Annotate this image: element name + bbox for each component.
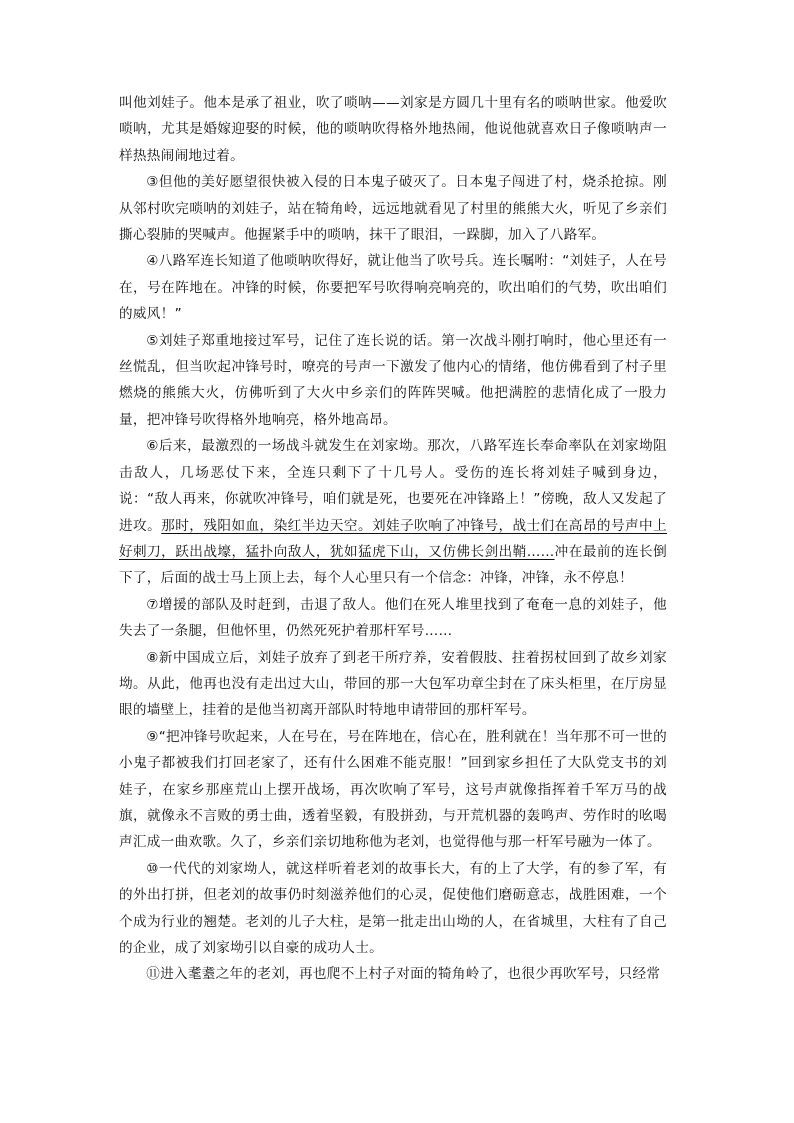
paragraph-5: ⑤刘娃子郑重地接过军号，记住了连长说的话。第一次战斗刚打响时，他心里还有一丝慌乱，但当吹起冲锋号时，嘹亮的号声一下激发了他内心的情绪，他仿佛看到了村子里燃烧的熊熊大火，仿佛听到了大火中乡亲们的阵阵哭喊。他把满腔的悲情化成了一股力量，把冲锋号吹得格外地响亮，格外地高昂。 — [119, 332, 667, 428]
paragraph-4: ④八路军连长知道了他唢呐吹得好，就让他当了吹号兵。连长嘱咐：“刘娃子，人在号在，号在阵地在。冲锋的时候，你要把军号吹得响亮响亮的，吹出咱们的气势，吹出咱们的威风！” — [119, 253, 667, 323]
paragraph-intro: 叫他刘娃子。他本是承了祖业，吹了唢呐——刘家是方圆几十里有名的唢呐世家。他爱吹唢呐，尤其是婚嫁迎娶的时候，他的唢呐吹得格外地热闹，他说他就喜欢日子像唢呐声一样热热闹闹地过着。 — [119, 95, 667, 164]
paragraph-3: ③但他的美好愿望很快被入侵的日本鬼子破灭了。日本鬼子闯进了村，烧杀抢掠。刚从邻村吹完唢呐的刘娃子，站在犄角岭，远远地就看见了村里的熊熊大火，听见了乡亲们撕心裂肺的哭喊声。他握紧手中的唢呐，抹干了眼泪，一跺脚，加入了八路军。 — [119, 174, 667, 244]
paragraph-6 — [119, 433, 667, 591]
paragraph-9: ⑨“把冲锋号吹起来，人在号在，号在阵地在，信心在，胜利就在！当年那不可一世的小鬼子都被我们打回老家了，还有什么困难不能克服！”回到家乡担任了大队党支书的刘娃子，在家乡那座荒山上摆开战场，再次吹响了军号，这号声就像指挥着千军万马的战旗，就像永不言败的勇士曲，透着坚毅，有股拼劲，与开荒机器的轰鸣声、劳作时的吆喝声汇成一曲欢歌。久了，乡亲们亲切地称他为老刘，也觉得他与那一杆军号融为一体了。 — [119, 728, 667, 851]
paragraph-6-before: ⑥后来，最激烈的一场战斗就发生在刘家坳。那次，八路军连长奉命率队在刘家坳阻击敌人，几场恶仗下来，全连只剩下了十几号人。受伤的连长将刘娃子喊到身边，说：“敌人再来，你就吹冲锋号，咱们就是死，也要死在冲锋路上！”傍晚，敌人又发起了进攻。 — [119, 438, 667, 534]
paragraph-10: ⑩一代代的刘家坳人，就这样听着老刘的故事长大，有的上了大学，有的参了军，有的外出打拼，但老刘的故事仍时刻滋养他们的心灵，促使他们磨砺意志，战胜困难，一个个成为行业的翘楚。老刘的儿子大柱，是第一批走出山坳的人，在省城里，大柱有了自己的企业，成了刘家坳引以自豪的成功人士。 — [119, 860, 667, 956]
paragraph-11: ⑪进入耄耋之年的老刘，再也爬不上村子对面的犄角岭了，也很少再吹军号，只经常 — [146, 966, 661, 983]
paragraph-6-after: 冲在最前的连长倒下了，后面的战士马上顶上去，每个人心里只有一个信念：冲锋，冲锋，永不停息！ — [119, 543, 667, 587]
article-body — [119, 90, 667, 988]
paragraph-6-underlined-sentence: 那时，残阳如血，染红半边天空。刘娃子吹响了冲锋号，战士们在高昂的号声中上好刺刀，跃出战壕，猛扑向敌人，犹如猛虎下山，又仿佛长剑出鞘…… — [119, 517, 667, 560]
paragraph-7: ⑦增援的部队及时赶到，击退了敌人。他们在死人堆里找到了奄奄一息的刘娃子，他失去了一条腿，但他怀里，仍然死死护着那杆军号…… — [119, 596, 667, 640]
paragraph-8: ⑧新中国成立后，刘娃子放弃了到老干所疗养，安着假肢、拄着拐杖回到了故乡刘家坳。从此，他再也没有走出过大山，带回的那一大包军功章尘封在了床头柜里，在厅房显眼的墙壁上，挂着的是他当初离开部队时特地申请带回的那杆军号。 — [119, 649, 667, 719]
